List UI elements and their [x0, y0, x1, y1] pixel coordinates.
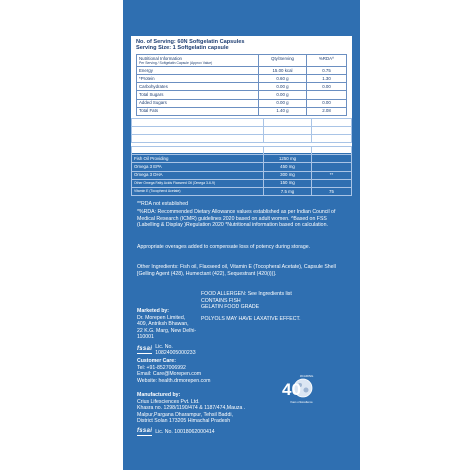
badge-sub: Years of Excellence [290, 401, 313, 404]
table-row: Saturated Fatty acids 0.30 g 1.36 [132, 119, 352, 127]
nutrition-header-rda: %RDA^ [307, 54, 347, 66]
table-row: Carbohydrates 0.00 g 0.00 [137, 83, 347, 91]
anniversary-badge-icon [278, 372, 318, 406]
table-row: Total Sugars 0.00 g [137, 91, 347, 99]
badge-text: #CARING [300, 374, 314, 378]
capsule-header-label: Each Soft Gelatin Capsule Contains (Approx) [132, 147, 264, 155]
manufacturer-heading: Manufactured by: [137, 392, 181, 398]
table-row: Sodium 0.00 mg 0.00 [132, 135, 352, 143]
rda-explanation: *%RDA: Recommended Dietary Allowance values established as per Indian Council of Medical Research (ICMR) guidelines 2020 based on adult women. ^Based on FSS (Labelling & Display )Regulation 2020 *Nutritional information based on calculation. [137, 209, 336, 228]
marketer-heading: Marketed by: [137, 308, 169, 314]
table-row: Energy 15.00 kcal 0.75 [137, 67, 347, 75]
table-row: Total Fats 1.40 g 2.08 [137, 107, 347, 115]
allergen-info [201, 291, 351, 322]
table-row: Omega 3 DHA 300 mg ** [132, 171, 352, 179]
serving-count: No. of Serving: 60N Softgelatin Capsules [136, 39, 245, 45]
care-website: Website: health.drmorepen.com [137, 377, 211, 384]
marketer-block: Marketed by: Dr. Morepen Limited, 409, Antriksh Bhawan, 22 K.G. Marg, New Delhi-110001 fssai Lic. No. 10824005000233 [137, 308, 207, 357]
capsule-table [131, 146, 352, 196]
serving-size: Serving Size: 1 Softgelatin capsule [136, 45, 229, 52]
fssai-license-row: fssai Lic. No. 10018062000414 [137, 427, 215, 435]
table-row: Fish Oil Providing 1250 mg [132, 155, 352, 163]
table-row: *Protein 0.60 g 1.30 [137, 75, 347, 83]
table-row: Omega 3 EPA 450 mg [132, 163, 352, 171]
capsule-header-rda: %RDA* [312, 147, 352, 155]
fat-and-capsule-tables [131, 118, 352, 199]
allergen-line-3: GELATIN FOOD GRADE [201, 304, 260, 310]
care-email: Email: Care@Morepen.com [137, 371, 202, 377]
label-panel [123, 0, 360, 470]
fssai-license-row: fssai Lic. No. 10824005000233 [137, 343, 196, 356]
other-ingredients: Other Ingredients: Fish oil, Flaxseed oil, Vitamin E (Tocopheral Acetate), Capsule Shell [Gelling Agent (428), Humectant (422), Sequestrant (420(i))]. [137, 264, 336, 277]
nutrition-header-label: Nutritional Information Per Serving / Softgelatin Capsule (Approx Value) [137, 54, 259, 66]
fssai-logo: fssai [137, 428, 152, 437]
nutrition-header-qty: Qty/Serving [259, 54, 307, 66]
capsule-header-row [132, 147, 352, 155]
nutrition-table [136, 54, 347, 116]
fssai-logo: fssai [137, 346, 152, 355]
laxative-warning: POLYOLS MAY HAVE LAXATIVE EFFECT. [201, 315, 301, 322]
table-row: Vitamin E (Tocopherol Acetate) 7.5 mg 75 [132, 187, 352, 195]
badge-number: 40 [282, 380, 301, 399]
table-row: Other Omega Fatty Acids Flaxseed Oil (Omega 3-6-9) 150 mg [132, 179, 352, 187]
manufacturer-block: Manufactured by: Crius Lifesciences Pvt. Ltd. Khasra no. 1298/1190/474 & 1187/474,Mauza . Malpur,Pargana Dharampur, Tehsil Baddi, District Solan 173205 Himachal Pradesh fssai Lic. No. 10018062000414 [137, 392, 287, 436]
table-row: Cholesterol 0.01 mg ** [132, 127, 352, 135]
rda-not-established: **RDA not established [137, 201, 189, 207]
allergen-line-2: CONTAINS FISH [201, 297, 241, 304]
capsule-header-qty: Qty/Serving [264, 147, 312, 155]
care-phone: Tel: +91-8527006992 [137, 364, 186, 371]
customer-care-heading: Customer Care: [137, 358, 176, 364]
nutrition-header-row [137, 54, 347, 66]
allergen-line-1: FOOD ALLERGEN: See Ingredients list [201, 291, 292, 297]
overages-note: Appropriate overages added to compensate loss of potency during storage. [137, 244, 311, 250]
table-row: Added Sugars 0.00 g 0.00 [137, 99, 347, 107]
customer-care-block [137, 358, 247, 384]
fat-table [131, 118, 352, 143]
